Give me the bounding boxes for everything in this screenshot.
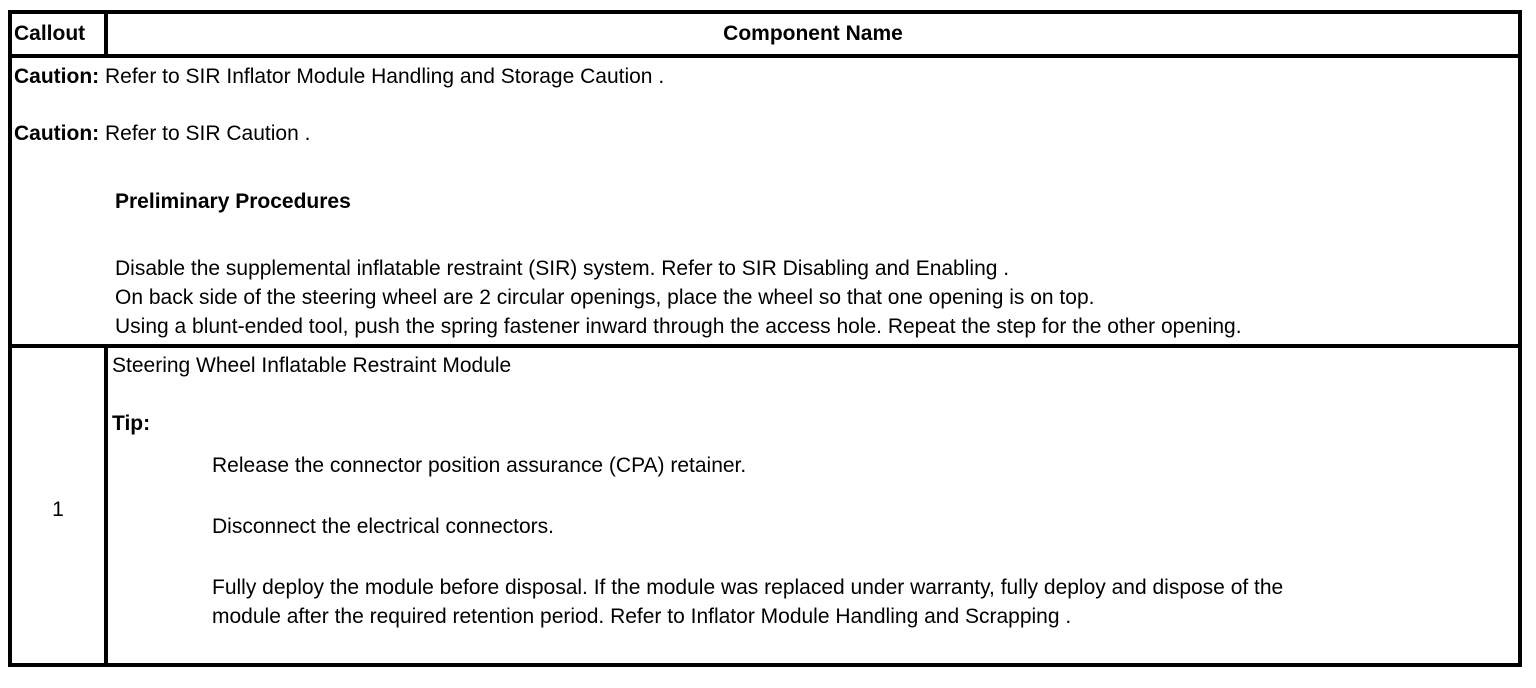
preliminary-title: Preliminary Procedures	[115, 190, 351, 213]
tip-step: module after the required retention period. Refer to Inflator Module Handling and Scrapping .	[212, 605, 1072, 628]
tip-step: Release the connector position assurance (CPA) retainer.	[212, 454, 747, 477]
table-header	[12, 14, 1518, 58]
preliminary-step: On back side of the steering wheel are 2 circular openings, place the wheel so that one opening is on top.	[115, 286, 1095, 309]
caution-text: Refer to SIR Inflator Module Handling and Storage Caution .	[105, 65, 665, 88]
preliminary-step: Using a blunt-ended tool, push the spring fastener inward through the access hole. Repeat the step for the other opening.	[115, 315, 1242, 338]
tip-label: Tip:	[112, 412, 151, 435]
caution-label: Caution:	[14, 65, 100, 88]
tip-step: Disconnect the electrical connectors.	[212, 515, 554, 538]
caution-section	[12, 58, 1518, 348]
procedure-table	[8, 10, 1522, 667]
component-name: Steering Wheel Inflatable Restraint Module	[112, 354, 512, 377]
caution-1	[14, 63, 664, 91]
caution-2	[14, 120, 310, 148]
callout-header: Callout	[14, 22, 86, 45]
tip-step: Fully deploy the module before disposal. If the module was replaced under warranty, fully deploy and dispose of the	[212, 576, 1284, 599]
component-name-header: Component Name	[723, 22, 903, 45]
caution-label: Caution:	[14, 122, 100, 145]
column-divider	[104, 348, 108, 667]
callout-number: 1	[52, 498, 64, 521]
caution-text: Refer to SIR Caution .	[105, 122, 311, 145]
preliminary-step: Disable the supplemental inflatable restraint (SIR) system. Refer to SIR Disabling and Enabling .	[115, 257, 1010, 280]
table-row	[12, 348, 1518, 667]
